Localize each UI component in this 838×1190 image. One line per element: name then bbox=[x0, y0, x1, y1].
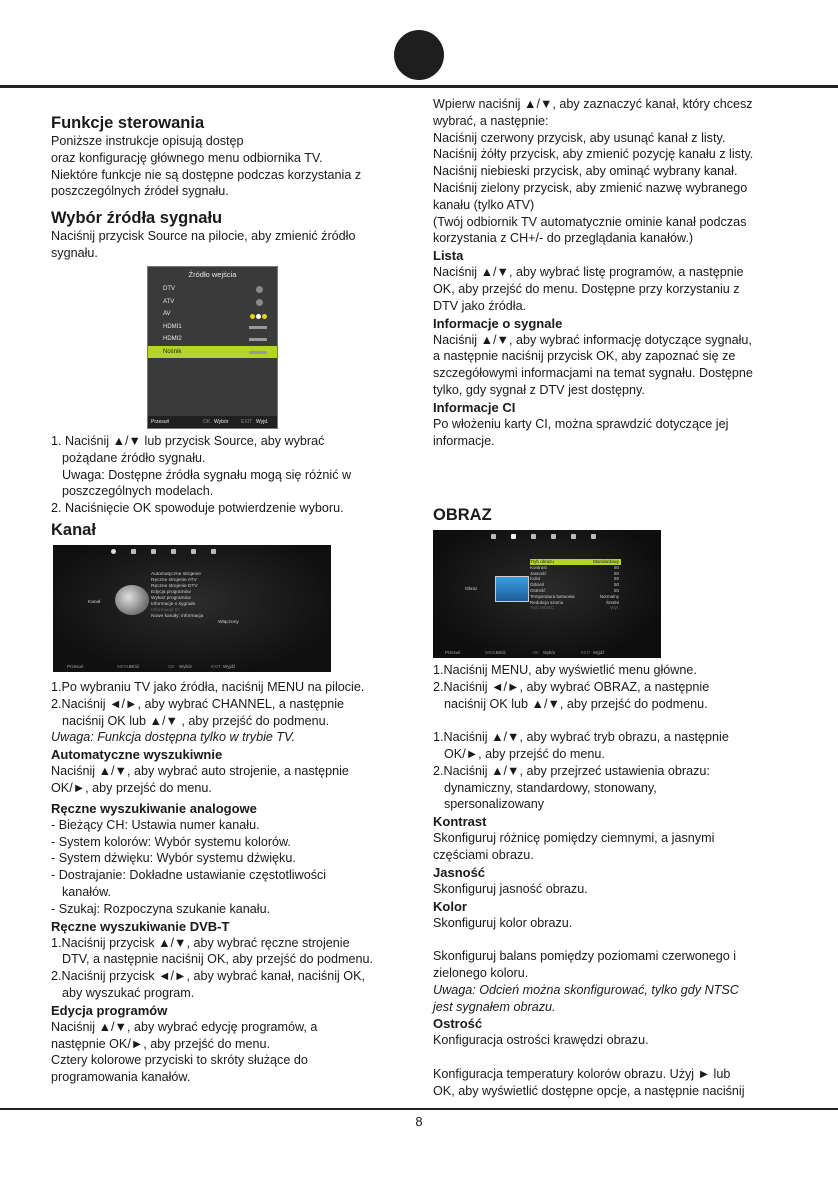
text-line: Po włożeniu karty CI, można sprawdzić dotyczące jej bbox=[433, 416, 729, 431]
footer-key: MENU bbox=[117, 664, 131, 669]
menu-item: Ręczne strojenie ATV bbox=[151, 578, 197, 583]
text-line: Konfiguracja ostrości krawędzi obrazu. bbox=[433, 1033, 649, 1048]
menu-item: Wykaz programów bbox=[151, 596, 191, 601]
note: Uwaga: Odcień można skonfigurować, tylko gdy NTSC bbox=[433, 982, 739, 997]
menu-item: Informacje o sygnale bbox=[151, 602, 196, 607]
bottom-divider bbox=[0, 1108, 838, 1110]
text-line: pożądane źródło sygnału. bbox=[62, 450, 206, 465]
text-line: sygnału. bbox=[51, 245, 98, 260]
source-item-av bbox=[148, 308, 277, 321]
text-line: poszczególnych modelach. bbox=[62, 484, 214, 499]
footer-hint: Wróć bbox=[129, 664, 140, 669]
text-line: Poniższe instrukcje opisują dostęp bbox=[51, 134, 244, 148]
text-line: 2.Naciśnij przycisk ◄/►, aby wybrać kanał, naciśnij OK, bbox=[51, 969, 365, 984]
text-line: częściami obrazu. bbox=[433, 847, 534, 862]
text-line: informacje. bbox=[433, 433, 495, 448]
source-item-label: HDMI2 bbox=[163, 336, 182, 342]
footer-hint: Wyjdź bbox=[223, 664, 236, 669]
obraz-heading-block bbox=[433, 505, 803, 525]
footer-hint: Wyjd. bbox=[256, 419, 269, 425]
text-line: Skonfiguruj kolor obrazu. bbox=[433, 915, 573, 930]
text-line: OK, aby wyświetlić dostępne opcje, a następnie naciśnij bbox=[433, 1083, 745, 1098]
row-value: Wył. bbox=[610, 605, 619, 611]
sound-tab-icon bbox=[531, 534, 536, 539]
satellite-dish-icon bbox=[115, 585, 149, 615]
menu-item: Informacje CI bbox=[151, 608, 180, 613]
heading-kolor: Kolor bbox=[433, 898, 467, 914]
text-line: a następnie naciśnij przycisk OK, aby zapoznać się ze bbox=[433, 349, 736, 364]
row-label: Odcień bbox=[530, 582, 545, 588]
new-channels-value: Włączony bbox=[218, 620, 239, 625]
row-value: Normalny bbox=[599, 593, 619, 599]
menu-item: Automatyczne strojenie bbox=[151, 572, 201, 577]
footer-key: EXIT bbox=[241, 419, 253, 425]
text-line: Uwaga: Dostępne źródła sygnału mogą się różnić w bbox=[62, 467, 352, 482]
footer-hint: Wybór bbox=[543, 650, 556, 655]
row-label: Ostrość bbox=[530, 587, 546, 593]
channel-tab-icon bbox=[111, 549, 116, 554]
footer-hint: Przesuń bbox=[151, 419, 170, 425]
text-line: 1.Naciśnij MENU, aby wyświetlić menu główne. bbox=[433, 663, 697, 677]
menu-tab-icons bbox=[111, 549, 231, 557]
footer-hint: Wyjdź bbox=[593, 650, 605, 655]
source-item-atv bbox=[148, 296, 277, 309]
heading-reczne-dvbt: Ręczne wyszukiwanie DVB-T bbox=[51, 918, 230, 934]
menu-tab-icons bbox=[491, 534, 611, 542]
text-line: DTV jako źródła. bbox=[433, 298, 527, 313]
source-item-label: DTV bbox=[163, 286, 175, 292]
usb-icon bbox=[249, 351, 267, 354]
text-line: Naciśnij ▲/▼, aby wybrać listę programów, a następnie bbox=[433, 265, 744, 280]
source-item-hdmi1 bbox=[148, 321, 277, 334]
top-divider bbox=[0, 85, 838, 88]
page-marker-circle bbox=[394, 30, 444, 80]
channel-text bbox=[51, 679, 411, 1086]
source-steps bbox=[51, 433, 411, 540]
setup-tab-icon bbox=[591, 534, 596, 539]
footer-hint: Wybór bbox=[214, 419, 229, 425]
heading-ostrosc: Ostrość bbox=[433, 1016, 483, 1032]
menu-item: Ręczne strojenie DTV bbox=[151, 584, 198, 589]
menu-item: Nowe kanały: informacja bbox=[151, 614, 204, 619]
picture-menu-screenshot bbox=[433, 530, 661, 658]
text-line: Skonfiguruj balans pomiędzy poziomami czerwonego i bbox=[433, 949, 737, 964]
source-item-label: Nośnik bbox=[163, 348, 182, 355]
right-column bbox=[433, 96, 803, 449]
text-line: OK/►, aby przejść do menu. bbox=[51, 780, 212, 795]
text-line: OK/►, aby przejść do menu. bbox=[444, 746, 605, 761]
text-line: kanału (tylko ATV) bbox=[433, 197, 535, 212]
heading-edycja: Edycja programów bbox=[51, 1002, 168, 1018]
picture-tab-icon bbox=[511, 534, 516, 539]
picture-menu-list bbox=[530, 559, 621, 611]
text-line: - Bieżący CH: Ustawia numer kanału. bbox=[51, 817, 260, 832]
row-value: 50 bbox=[613, 587, 619, 593]
row-label: Kontrast bbox=[530, 564, 547, 570]
channel-menu-screenshot bbox=[53, 545, 331, 672]
source-item-dtv bbox=[148, 283, 277, 296]
text-line: Naciśnij ▲/▼, aby wybrać edycję programów, a bbox=[51, 1019, 318, 1034]
heading-kontrast: Kontrast bbox=[433, 814, 487, 830]
text-line: wybrać, a następnie: bbox=[433, 113, 549, 128]
setup-tab-icon bbox=[211, 549, 216, 554]
sound-tab-icon bbox=[151, 549, 156, 554]
text-line: dynamiczny, standardowy, stonowany, bbox=[444, 780, 657, 795]
text-line: DTV, a następnie naciśnij OK, aby przejść do podmenu. bbox=[62, 952, 374, 967]
source-menu-title: Źródło wejścia bbox=[188, 270, 237, 279]
text-line: naciśnij OK lub ▲/▼, aby przejść do podmenu. bbox=[444, 696, 708, 711]
lock-tab-icon bbox=[571, 534, 576, 539]
picture-tab-icon bbox=[131, 549, 136, 554]
time-tab-icon bbox=[551, 534, 556, 539]
hdmi-icon bbox=[249, 338, 267, 341]
footer-hint: Przesuń bbox=[67, 664, 84, 669]
menu-row bbox=[530, 605, 621, 611]
text-line: 2.Naciśnij ◄/►, aby wybrać OBRAZ, a następnie bbox=[433, 679, 710, 694]
row-label: Tryb obrazu bbox=[530, 559, 554, 564]
picture-menu-label: Obraz bbox=[465, 586, 478, 591]
channel-menu-footer bbox=[53, 662, 331, 672]
text-line: naciśnij OK lub ▲/▼ , aby przejść do podmenu. bbox=[62, 713, 330, 728]
left-column bbox=[51, 113, 411, 262]
text-line: (Twój odbiornik TV automatycznie ominie kanał podczas bbox=[433, 214, 747, 229]
footer-key: OK bbox=[203, 419, 211, 425]
lock-tab-icon bbox=[191, 549, 196, 554]
page-number: 8 bbox=[415, 1114, 423, 1129]
antenna-icon bbox=[256, 299, 263, 306]
source-item-nosnik bbox=[148, 346, 277, 359]
source-item-hdmi2 bbox=[148, 333, 277, 346]
monitor-icon bbox=[495, 576, 529, 602]
text-line: Niektóre funkcje nie są dostępne podczas korzystania z bbox=[51, 167, 362, 182]
footer-key: MENU bbox=[485, 650, 498, 655]
row-value: 50 bbox=[613, 570, 619, 576]
text-line: spersonalizowany bbox=[444, 797, 545, 812]
text-line: poszczególnych źródeł sygnału. bbox=[51, 184, 229, 199]
text-line: Naciśnij ▲/▼, aby wybrać auto strojenie, a następnie bbox=[51, 764, 349, 779]
text-line: programowania kanałów. bbox=[51, 1070, 191, 1085]
text-line: 2.Naciśnij ◄/►, aby wybrać CHANNEL, a następnie bbox=[51, 696, 345, 711]
footer-hint: Przesuń bbox=[445, 650, 461, 655]
text-line: następnie OK/►, aby przejść do menu. bbox=[51, 1036, 270, 1051]
text-line: tylko, gdy sygnał z DTV jest dostępny. bbox=[433, 382, 645, 397]
source-item-label: ATV bbox=[163, 298, 175, 305]
hdmi-icon bbox=[249, 326, 267, 329]
channel-menu-list bbox=[151, 572, 203, 620]
obraz-text bbox=[433, 662, 803, 1100]
row-label: Kolor bbox=[530, 576, 541, 582]
source-item-label: AV bbox=[163, 311, 171, 317]
text-line: Konfiguracja temperatury kolorów obrazu. Użyj ► lub bbox=[433, 1066, 731, 1081]
channel-menu-label: Kanał bbox=[88, 600, 101, 605]
picture-menu-footer bbox=[433, 648, 661, 658]
row-label: Jasność bbox=[530, 570, 547, 576]
text-line: 1.Po wybraniu TV jako źródła, naciśnij MENU na pilocie. bbox=[51, 680, 365, 694]
heading-automatyczne: Automatyczne wyszukiwnie bbox=[51, 747, 223, 763]
row-label: Redukcja szumu bbox=[530, 599, 564, 605]
footer-key: EXIT bbox=[211, 664, 222, 669]
text-line: - Dostrajanie: Dokładne ustawianie częstotliwości bbox=[51, 868, 327, 883]
footer-hint: Wybór bbox=[179, 664, 192, 669]
text-line: Cztery kolorowe przyciski to skróty służące do bbox=[51, 1053, 308, 1068]
text-line: 1. Naciśnij ▲/▼ lub przycisk Source, aby wybrać bbox=[51, 434, 325, 448]
time-tab-icon bbox=[171, 549, 176, 554]
heading-wybor-zrodla: Wybór źródła sygnału bbox=[51, 209, 223, 228]
text-line: korzystania z CH+/- do przeglądania kanałów.) bbox=[433, 231, 694, 246]
heading-reczne-analogowe: Ręczne wyszukiwanie analogowe bbox=[51, 800, 257, 816]
footer-hint: Wróć bbox=[496, 650, 506, 655]
channel-tab-icon bbox=[491, 534, 496, 539]
menu-item: Edycja programów bbox=[151, 590, 191, 595]
text-line: szczegółowymi informacjami na temat sygnału. Dostępne bbox=[433, 366, 753, 381]
text-line: Naciśnij zielony przycisk, aby zmienić nazwę wybranego bbox=[433, 180, 748, 195]
text-line: OK, aby przejść do menu. Dostępne przy korzystaniu z bbox=[433, 281, 740, 296]
heading-informacje-ci: Informacje CI bbox=[433, 399, 516, 415]
text-line: Naciśnij czerwony przycisk, aby usunąć kanał z listy. bbox=[433, 130, 726, 145]
note: Uwaga: Funkcja dostępna tylko w trybie TV. bbox=[51, 730, 296, 745]
antenna-icon bbox=[256, 286, 263, 293]
text-line: 1.Naciśnij ▲/▼, aby wybrać tryb obrazu, a następnie bbox=[433, 730, 729, 745]
note: jest sygnałem obrazu. bbox=[433, 999, 556, 1014]
text-line: 2. Naciśnięcie OK spowoduje potwierdzenie wyboru. bbox=[51, 501, 344, 516]
text-line: - Szukaj: Rozpoczyna szukanie kanału. bbox=[51, 901, 271, 916]
heading-informacje-o-sygnale: Informacje o sygnale bbox=[433, 315, 563, 331]
row-value: 50 bbox=[613, 576, 619, 582]
row-value: Standardowy bbox=[592, 559, 619, 564]
text-line: zielonego koloru. bbox=[433, 965, 529, 980]
text-line: 1.Naciśnij przycisk ▲/▼, aby wybrać ręczne strojenie bbox=[51, 935, 350, 950]
text-line: kanałów. bbox=[62, 884, 112, 899]
heading-kanal: Kanał bbox=[51, 520, 96, 539]
footer-key: EXIT bbox=[581, 650, 591, 655]
text-line: Naciśnij niebieski przycisk, aby ominąć wybrany kanał. bbox=[433, 164, 738, 179]
footer-key: OK bbox=[168, 664, 175, 669]
footer-key: OK bbox=[533, 650, 540, 655]
source-menu-footer bbox=[148, 416, 277, 428]
row-label: Tryb MEMC bbox=[530, 605, 554, 611]
text-line: - System kolorów: Wybór systemu kolorów. bbox=[51, 834, 291, 849]
text-line: Naciśnij przycisk Source na pilocie, aby zmienić źródło bbox=[51, 229, 356, 244]
text-line: Naciśnij ▲/▼, aby wybrać informację dotyczące sygnału, bbox=[433, 332, 752, 347]
text-line: 2.Naciśnij ▲/▼, aby przejrzeć ustawienia obrazu: bbox=[433, 763, 710, 778]
text-line: aby wyszukać program. bbox=[62, 985, 195, 1000]
heading-jasnosc: Jasność bbox=[433, 864, 486, 880]
text-line: Skonfiguruj jasność obrazu. bbox=[433, 881, 588, 896]
text-line: Wpierw naciśnij ▲/▼, aby zaznaczyć kanał, który chcesz bbox=[433, 97, 753, 111]
row-value: 50 bbox=[613, 564, 619, 570]
text-line: Skonfiguruj różnicę pomiędzy ciemnymi, a jasnymi bbox=[433, 831, 715, 846]
source-menu-screenshot bbox=[147, 266, 278, 429]
text-line: Naciśnij żółty przycisk, aby zmienić pozycję kanału z listy. bbox=[433, 147, 754, 162]
heading-obraz: OBRAZ bbox=[433, 506, 492, 524]
row-value: 50 bbox=[613, 582, 619, 588]
heading-lista: Lista bbox=[433, 248, 464, 264]
text-line: - System dźwięku: Wybór systemu dźwięku. bbox=[51, 851, 296, 866]
row-value: Średni bbox=[605, 599, 619, 605]
heading-funkcje-sterowania: Funkcje sterowania bbox=[51, 114, 205, 132]
text-line: oraz konfigurację głównego menu odbiornika TV. bbox=[51, 150, 323, 165]
source-item-label: HDMI1 bbox=[163, 323, 182, 330]
row-label: Temperatura barwowa bbox=[530, 593, 575, 599]
